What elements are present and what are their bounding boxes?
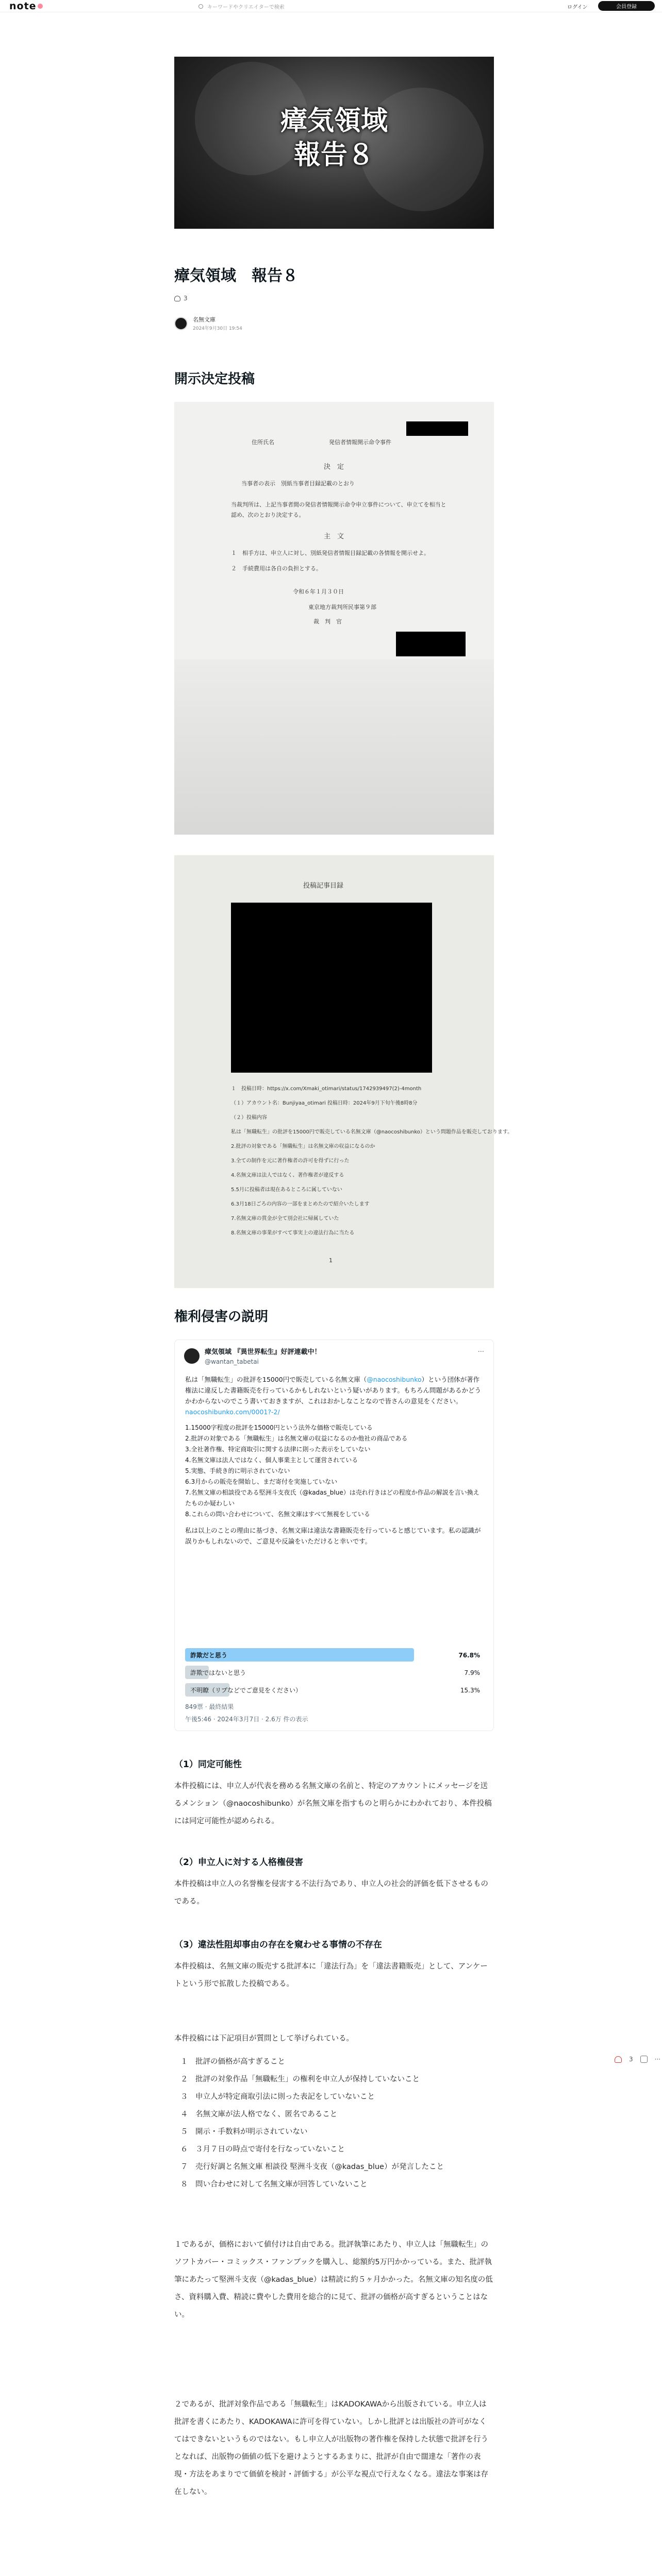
paper-shadow	[174, 659, 494, 835]
author-block[interactable]	[174, 315, 242, 331]
list-item: 3.全社著作権、特定商取引に関する法律に則った表示をしていない	[185, 1446, 371, 1453]
login-link[interactable]: ログイン	[567, 5, 588, 10]
list-item: 6.3月18日ごろの内容の一部をまとめたので紹介いたします	[231, 1201, 370, 1207]
court-document-image	[174, 402, 494, 835]
subsection-heading: （2）申立人に対する人格権侵害	[174, 1857, 303, 1868]
hero-image	[174, 57, 494, 229]
like-count: 3	[184, 295, 188, 302]
section-heading: 開示決定投稿	[174, 371, 255, 387]
hero-title: 瘴気領域 報告８	[280, 106, 388, 171]
embedded-tweet[interactable]	[174, 1340, 494, 1731]
post-list-document-image	[174, 855, 513, 1288]
doc-item: ２ 手続費用は各自の負担とする。	[231, 565, 322, 572]
list-item: ８ 問い合わせに対して名無文庫が回答していないこと	[180, 2180, 368, 2189]
list-item: 8.これらの問い合わせについて、名無文庫はすべて無視をしている	[185, 1511, 370, 1518]
list-item: ６ ３月７日の時点で寄付を行なっていないこと	[180, 2145, 345, 2154]
list-item: ７ 売行好調と名無文庫 相談役 堅洲斗支夜（@kadas_blue）が発言したこと	[180, 2163, 444, 2171]
list-item: 1.15000字程度の批評を15000円という法外な価格で販売している	[185, 1424, 373, 1431]
author-name[interactable]: 名無文庫	[193, 316, 216, 323]
doc-main: 主 文	[324, 533, 344, 540]
doc-court: 東京地方裁判所民事第９部	[308, 604, 376, 611]
doc-date: 令和６年１月３０日	[293, 588, 344, 595]
paragraph: １であるが、価格において値付けは自由である。批評執筆にあたり、申立人は「無職転生」のソフトカバー・コミックス・ファンブックを購入し、総額約5万円かかっている。また、批評執筆にあたって堅洲斗支夜（@kadas_blue）は精読に約５ヶ月かかった。名無文庫の知名度の低さ、資料購入費、精読に費やした費用を総合的に見て、批評の価格が高すぎるということはない。	[174, 2241, 493, 2319]
search-placeholder[interactable]: キーワードやクリエイターで検索	[207, 4, 285, 10]
redaction	[231, 903, 432, 1073]
article-title: 瘴気領域 報告８	[174, 267, 298, 285]
doc-addressee: 住所氏名	[252, 439, 274, 446]
site-header	[0, 0, 662, 12]
list-item: 2.批評の対象である「無職転生」は名無文庫の収益になるのか	[231, 1144, 375, 1149]
doc-body: 当事者の表示 別紙当事者目録記載のとおり	[241, 480, 355, 487]
tweet-handle[interactable]: @wantan_tabetai	[205, 1358, 259, 1365]
paragraph: 本件投稿は申立人の名誉権を侵害する不法行為であり、申立人の社会的評価を低下させるものである。	[174, 1880, 488, 1906]
doc-heading: 投稿記事目録	[303, 882, 344, 890]
list-item: 私は「無職転生」の批評を15000円で販売している名無文庫（@naocoshibunko）という問題作品を販売しております。	[231, 1129, 513, 1135]
list-item: 4.名無文庫は法人ではなく、著作権者が違反する	[231, 1173, 344, 1178]
side-like-count: 3	[629, 2056, 633, 2063]
list-item: １ 批評の価格が高すぎること	[180, 2058, 285, 2066]
doc-item: １ 相手方は、申立人に対し、別紙発信者情報目録記載の各情報を開示せよ。	[231, 550, 429, 556]
list-item: 2.批評の対象である「無職転生」は名無文庫の収益になるのか他社の商品である	[185, 1435, 408, 1442]
subsection-heading: （3）違法性阻却事由の存在を窺わせる事情の不存在	[174, 1940, 382, 1950]
list-item: 5.5月に投稿者は現在あるところに属していない	[231, 1187, 342, 1193]
note-logo[interactable]: note	[9, 0, 37, 12]
publish-date: 2024年9月30日 19:54	[193, 326, 242, 331]
like-icon[interactable]	[615, 2056, 622, 2063]
tweet-link[interactable]: naocoshibunko.com/0001?-2/	[185, 1408, 280, 1416]
note-logo-mark-icon	[38, 4, 43, 9]
doc-body: 当裁判所は、上記当事者間の発信者情報開示命令申立事件について、申立てを相当と認め、次のとおり決定する。	[231, 501, 446, 518]
poll-option: 詐欺ではないと思う 7.9%	[185, 1666, 482, 1679]
list-item: ５ 開示・手数料が明示されていない	[180, 2128, 308, 2136]
more-icon[interactable]: ···	[477, 1348, 484, 1356]
more-icon[interactable]: ···	[654, 2056, 661, 2063]
signup-button[interactable]: 会員登録	[598, 1, 655, 11]
tweet-avatar[interactable]	[184, 1348, 200, 1364]
doc-rows	[231, 1082, 513, 1241]
doc-page: 1	[329, 1257, 333, 1264]
poll-option: 不明瞭（リプなどでご意見をください） 15.3%	[185, 1683, 482, 1697]
list-item: 5.実態、手続き的に明示されていない	[185, 1467, 290, 1475]
tweet-closing: 私は以上のことの理由に基づき、名無文庫は違法な書籍販売を行っていると感じています。私の認識が誤りかもしれないので、ご意見や反論をいただけると幸いです。	[185, 1527, 481, 1545]
list-item: 3.全ての制作を元に著作権者の許可を得ずに行った	[231, 1158, 350, 1164]
list-item: （２）投稿内容	[231, 1115, 267, 1121]
paragraph: 本件投稿には下記項目が質問として挙げられている。	[174, 2035, 354, 2043]
tweet-name[interactable]: 瘴気領域 『異世界転生』好評連載中！	[205, 1348, 321, 1356]
heart-icon[interactable]	[174, 296, 180, 301]
list-item: ２ 批評の対象作品「無職転生」の権利を申立人が保持していないこと	[180, 2075, 420, 2083]
doc-ref: 発信者情報開示命令事件	[329, 439, 391, 446]
poll-option: 詐欺だと思う 76.8%	[185, 1648, 482, 1662]
list-item: 4.名無文庫は法人ではなく、個人事業主として運営されている	[185, 1456, 358, 1464]
list-item: １ 投稿日時：https://x.com/Xmaki_otimari/status/1742939497(2)-4month	[231, 1086, 422, 1092]
paragraph: ２であるが、批評対象作品である「無職転生」はKADOKAWAから出版されている。申立人は批評を書くにあたり、KADOKAWAに許可を得ていない。しかし批評とは出版社の許可がなくてはできないというものではない。もし申立人が出版物の著作権を保持した状態で批評を行うとなれば、出版物の価値の低下を避けようとするあまりに、批評が自由で闊達な「著作の表現・方法をあまりでて価値を検討・評価する」が公平な視点で行えなくなる。違法な事案は存在しない。	[174, 2400, 488, 2496]
tweet-meta: 午後5:46 · 2024年3月7日 · 2.6万 件の表示	[185, 1716, 308, 1723]
search-box[interactable]	[198, 2, 467, 11]
doc-judge: 裁 判 官	[313, 618, 342, 625]
tweet-body: 私は「無職転生」の批評を15000円で販売している名無文庫（@naocoshibunko）という団体が著作権法に違反した書籍販売を行っているかもしれないという疑いがあります。もちろん問題があるかどうかわからないのでこう書いておきますが、これはおかしなことなので皆さんの意見をください。 naocoshibunko.com/0001?-2/ 1.15000字程度の批評を15000円という法外な価格で販売している 2.批評の対象である「無職転生」は名無文庫の収益になるのか他社の商品である 3.全社著作権、特定商取引に関する法律に則った表示をしていない 4.名無文庫は法人ではなく、個人事業主として運営されている 5.実態、手続き的に明示されていない 6.3月からの販売を開始し、まだ寄付を実施していない 7.名無文庫の相談役である堅洲斗支夜氏（@kadas_blue）は売れ行きはどの程度か作品の解説を言い換えたものか疑わしい 8.これらの問い合わせについて、名無文庫はすべて無視をしている 私は以上のことの理由に基づき、名無文庫は違法な書籍販売を行っていると感じています。私の認識が誤りかもしれないので、ご意見や反論をいただけると幸いです。	[185, 1374, 482, 1547]
redaction	[406, 421, 468, 436]
mention-link[interactable]: @naocoshibunko	[367, 1376, 422, 1383]
poll-votes: 849票 · 最終結果	[185, 1703, 234, 1710]
list-item: 8.名無文庫の事業がすべて事実上の違法行為に当たる	[231, 1230, 355, 1236]
doc-heading: 決 定	[324, 463, 344, 471]
list-item: 7.名無文庫の相談役である堅洲斗支夜氏（@kadas_blue）は売れ行きはどの程度か作品の解説を言い換えたものか疑わしい	[185, 1489, 479, 1507]
issue-list	[174, 2053, 494, 2193]
list-item: ４ 名無文庫が法人格でなく、匿名であること	[180, 2110, 338, 2119]
paragraph: 本件投稿は、名無文庫の販売する批評本に「違法行為」を「違法書籍販売」として、アンケートという形で拡散した投稿である。	[174, 1962, 488, 1988]
section-heading: 権利侵害の説明	[174, 1309, 269, 1325]
subsection-heading: （1）同定可能性	[174, 1759, 242, 1770]
floating-actions	[615, 2056, 660, 2063]
list-item: ３ 申立人が特定商取引法に則った表記をしていないこと	[180, 2093, 375, 2101]
tweet-items	[185, 1422, 482, 1520]
redaction	[396, 632, 466, 656]
share-icon[interactable]	[640, 2056, 648, 2063]
list-item: 7.名無文庫の賞金が全て別会社に帰属していた	[231, 1216, 339, 1222]
paragraph: 本件投稿には、申立人が代表を務める名無文庫の名前と、特定のアカウントにメッセージを送るメンション（@naocoshibunko）が名無文庫を指すものと明らかにわかれており、本件投稿には同定可能性が認められる。	[174, 1782, 492, 1825]
like-area[interactable]	[174, 295, 188, 302]
search-icon	[198, 4, 203, 9]
list-item: （１）アカウント名：Bunjiyaa_otimari 投稿日時：2024年9月下旬午後8時8分	[231, 1100, 418, 1106]
avatar[interactable]	[174, 317, 188, 330]
list-item: 6.3月からの販売を開始し、まだ寄付を実施していない	[185, 1478, 338, 1485]
